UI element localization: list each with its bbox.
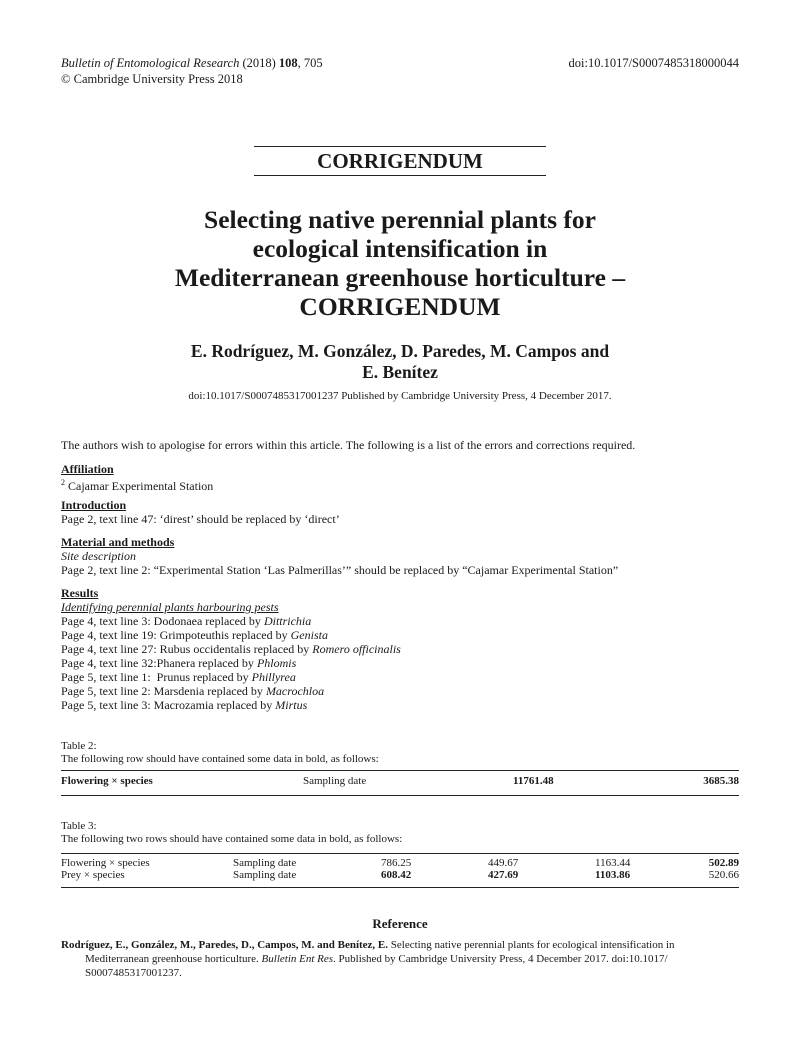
results-item — [61, 656, 751, 670]
table-cell: Sampling date — [303, 775, 367, 787]
results-item-text: Page 4, text line 19: Grimpoteuthis replaced by — [61, 628, 291, 642]
title-line: Mediterranean greenhouse horticulture – — [174, 263, 626, 292]
table-cell: Sampling date — [233, 857, 297, 869]
author-line: E. Benítez — [362, 362, 438, 382]
introduction-heading: Introduction — [61, 498, 127, 512]
reference-heading: Reference — [372, 916, 428, 931]
table-cell: 1163.44 — [595, 857, 631, 869]
results-item-text: Page 4, text line 27: Rubus occidentalis replaced by — [61, 642, 313, 656]
original-article-doi: doi:10.1017/S0007485317001237 Published by Cambridge University Press, 4 December 2017. — [188, 390, 612, 402]
results-subheading: Identifying perennial plants harbouring pests — [61, 600, 279, 614]
species-name: Mirtus — [275, 698, 308, 712]
reference-entry — [61, 938, 739, 980]
table2 — [61, 770, 739, 796]
results-section — [61, 586, 751, 712]
table3-caption-text: The following two rows should have contained some data in bold, as follows: — [61, 833, 403, 845]
affiliation-name: Cajamar Experimental Station — [65, 479, 214, 493]
table-cell: 3685.38 — [703, 775, 739, 787]
introduction-text: Page 2, text line 47: ‘direst’ should be replaced by ‘direct’ — [61, 512, 340, 526]
author-line: E. Rodríguez, M. González, D. Paredes, M. Campos and — [190, 341, 610, 361]
table2-caption — [61, 740, 379, 766]
methods-text: Page 2, text line 2: “Experimental Station ‘Las Palmerillas’” should be replaced by “Cajamar Experimental Station” — [61, 563, 619, 577]
title-line: CORRIGENDUM — [299, 292, 501, 321]
journal-name: Bulletin of Entomological Research — [61, 56, 240, 70]
table3-caption — [61, 820, 402, 846]
table-cell: 608.42 — [381, 869, 412, 881]
species-name: Romero officinalis — [312, 642, 401, 656]
journal-page: , 705 — [297, 56, 323, 70]
results-item-text: Page 5, text line 3: Macrozamia replaced by — [61, 698, 276, 712]
journal-volume: 108 — [278, 56, 298, 70]
reference-journal: Bulletin Ent Res — [261, 953, 334, 965]
methods-section — [61, 535, 751, 577]
reference-text: Selecting native perennial plants for ecological intensification in Mediterranean greenhouse horticulture. — [85, 939, 675, 965]
title-line: Selecting native perennial plants for — [204, 205, 596, 234]
species-name: Dittrichia — [263, 614, 312, 628]
results-item — [61, 628, 751, 642]
table-row — [61, 771, 739, 796]
table-cell: 520.66 — [708, 869, 739, 881]
table-cell: Prey × species — [61, 869, 125, 881]
intro-paragraph: The authors wish to apologise for errors within this article. The following is a list of the errors and corrections required. — [61, 438, 636, 452]
reference-publication: . Published by Cambridge University Press, 4 December 2017. doi:10.1017/ S0007485317001237. — [85, 953, 668, 979]
results-item — [61, 698, 751, 712]
results-item-text: Page 5, text line 1: Prunus replaced by — [61, 670, 252, 684]
article-title — [100, 205, 700, 321]
table-row — [61, 869, 739, 888]
article-doi: doi:10.1017/S0007485318000044 — [568, 56, 739, 70]
table-cell: Flowering × species — [61, 857, 150, 869]
methods-subheading: Site description — [61, 549, 136, 563]
results-item — [61, 684, 751, 698]
table-cell: 1103.86 — [595, 869, 631, 881]
journal-citation — [61, 55, 323, 87]
table2-label: Table 2: — [61, 740, 97, 752]
corrigendum-label: CORRIGENDUM — [254, 146, 546, 176]
table-cell: Flowering × species — [61, 775, 153, 787]
introduction-section — [61, 498, 751, 526]
results-item — [61, 614, 751, 628]
title-line: ecological intensification in — [252, 234, 548, 263]
results-heading: Results — [61, 586, 99, 600]
affiliation-section — [61, 462, 751, 493]
results-item-text: Page 4, text line 3: Dodonaea replaced by — [61, 614, 264, 628]
table3-label: Table 3: — [61, 820, 97, 832]
affiliation-sup: 2 — [61, 478, 65, 487]
table2-caption-text: The following row should have contained some data in bold, as follows: — [61, 753, 379, 765]
table-cell: 427.69 — [488, 869, 519, 881]
results-item-text: Page 4, text line 32:Phanera replaced by — [61, 656, 257, 670]
species-name: Phillyrea — [251, 670, 296, 684]
affiliation-heading: Affiliation — [61, 462, 114, 476]
affiliation-text — [61, 476, 751, 493]
results-item-text: Page 5, text line 2: Marsdenia replaced by — [61, 684, 266, 698]
species-name: Genista — [290, 628, 328, 642]
author-list — [140, 341, 660, 383]
methods-heading: Material and methods — [61, 535, 175, 549]
table-cell: 502.89 — [708, 857, 739, 869]
table-cell: 449.67 — [488, 857, 519, 869]
journal-year: (2018) — [242, 56, 276, 70]
table-cell: 11761.48 — [513, 775, 554, 787]
species-name: Macrochloa — [265, 684, 325, 698]
table-row — [61, 854, 739, 870]
table3 — [61, 853, 739, 888]
species-name: Phlomis — [256, 656, 297, 670]
reference-authors: Rodríguez, E., González, M., Paredes, D., Campos, M. and Benítez, E. — [61, 939, 389, 951]
table-cell: Sampling date — [233, 869, 297, 881]
table-cell: 786.25 — [381, 857, 412, 869]
results-item — [61, 642, 751, 656]
results-item — [61, 670, 751, 684]
copyright-line: © Cambridge University Press 2018 — [61, 72, 243, 86]
